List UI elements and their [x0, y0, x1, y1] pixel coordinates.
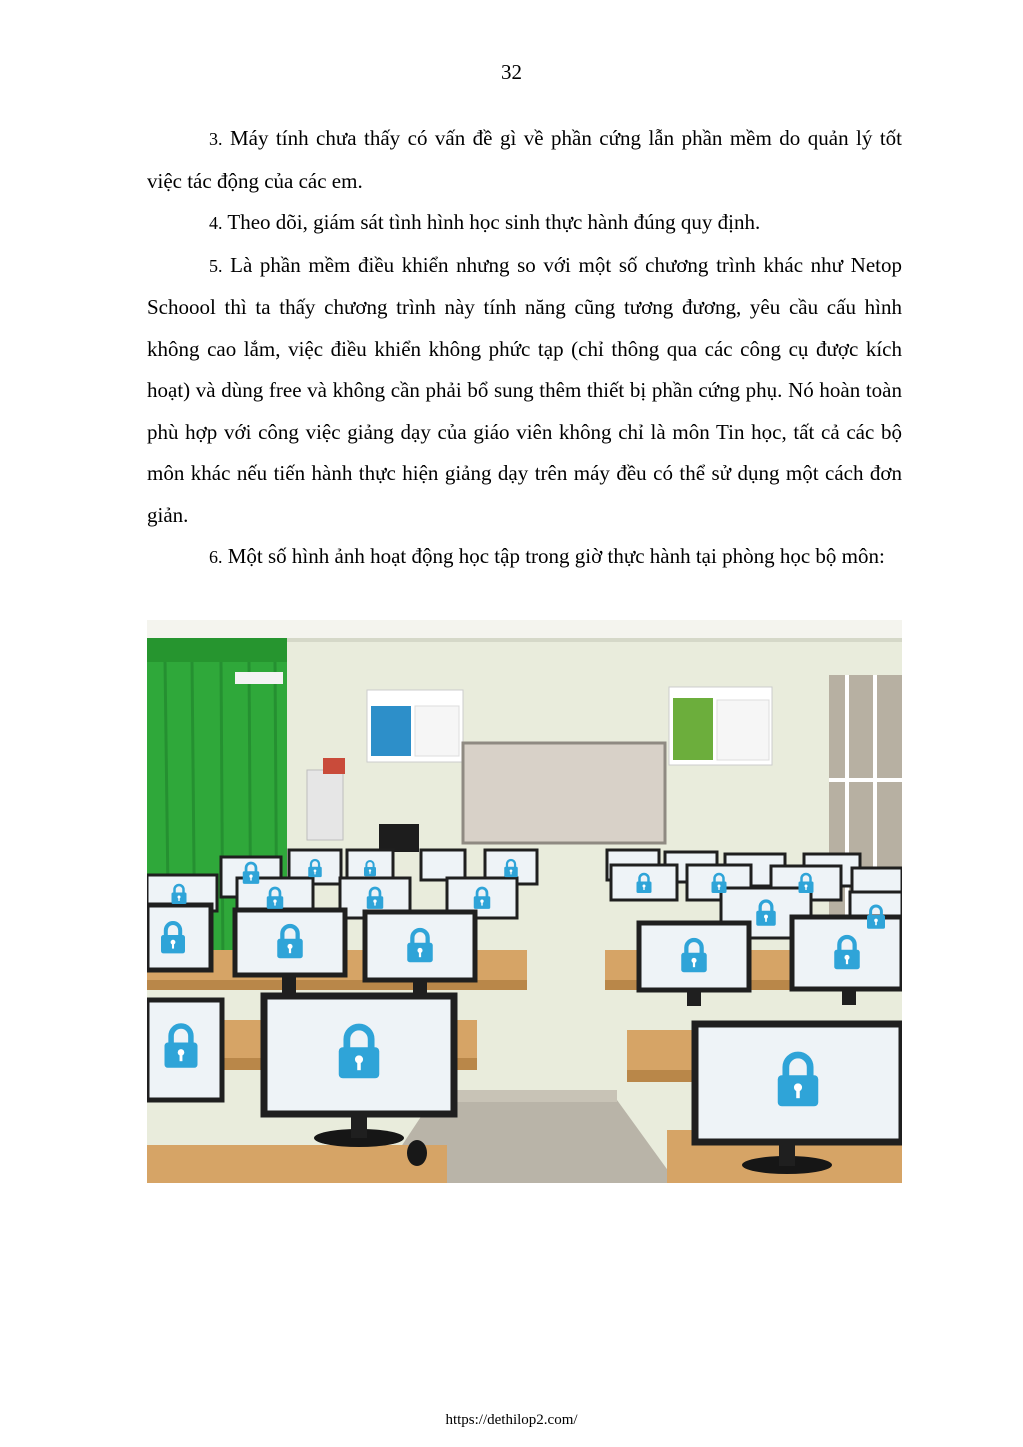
- page-number: 32: [501, 60, 522, 84]
- paragraph-text: Là phần mềm điều khiển nhưng so với một số chương trình khác như Netop Schoool thì ta thấy chương trình này tính năng cũng tương đương, yêu cầu cấu hình không cao lắm, việc điều khiển không phức tạp (chỉ thông qua các công cụ được kích hoạt) và dùng free và không cần phải bổ sung thêm thiết bị phần cứng phụ. Nó hoàn toàn phù hợp với công việc giảng dạy của giáo viên không chỉ là môn Tin học, tất cả các bộ môn khác nếu tiến hành thực hiện giảng dạy trên máy đều có thể sử dụng một cách đơn giản.: [147, 252, 902, 527]
- computer-lab-illustration: [147, 620, 902, 1183]
- computer-lab-photo: [147, 620, 902, 1183]
- body-text: [147, 118, 902, 579]
- paragraph-text: Máy tính chưa thấy có vấn đề gì về phần cứng lẫn phần mềm do quản lý tốt việc tác động của các em.: [147, 126, 902, 193]
- paragraph-6: [147, 536, 902, 579]
- paragraph-3: [147, 118, 902, 202]
- item-number: 3.: [209, 129, 223, 149]
- item-number: 4.: [209, 213, 223, 233]
- paragraph-text: Theo dõi, giám sát tình hình học sinh thực hành đúng quy định.: [222, 210, 761, 234]
- footer-url: https://dethilop2.com/: [445, 1412, 578, 1428]
- item-number: 5.: [209, 255, 223, 276]
- paragraph-4: [147, 202, 902, 245]
- paragraph-text: Một số hình ảnh hoạt động học tập trong giờ thực hành tại phòng học bộ môn:: [222, 544, 885, 568]
- paragraph-5: [147, 245, 902, 537]
- item-number: 6.: [209, 547, 223, 567]
